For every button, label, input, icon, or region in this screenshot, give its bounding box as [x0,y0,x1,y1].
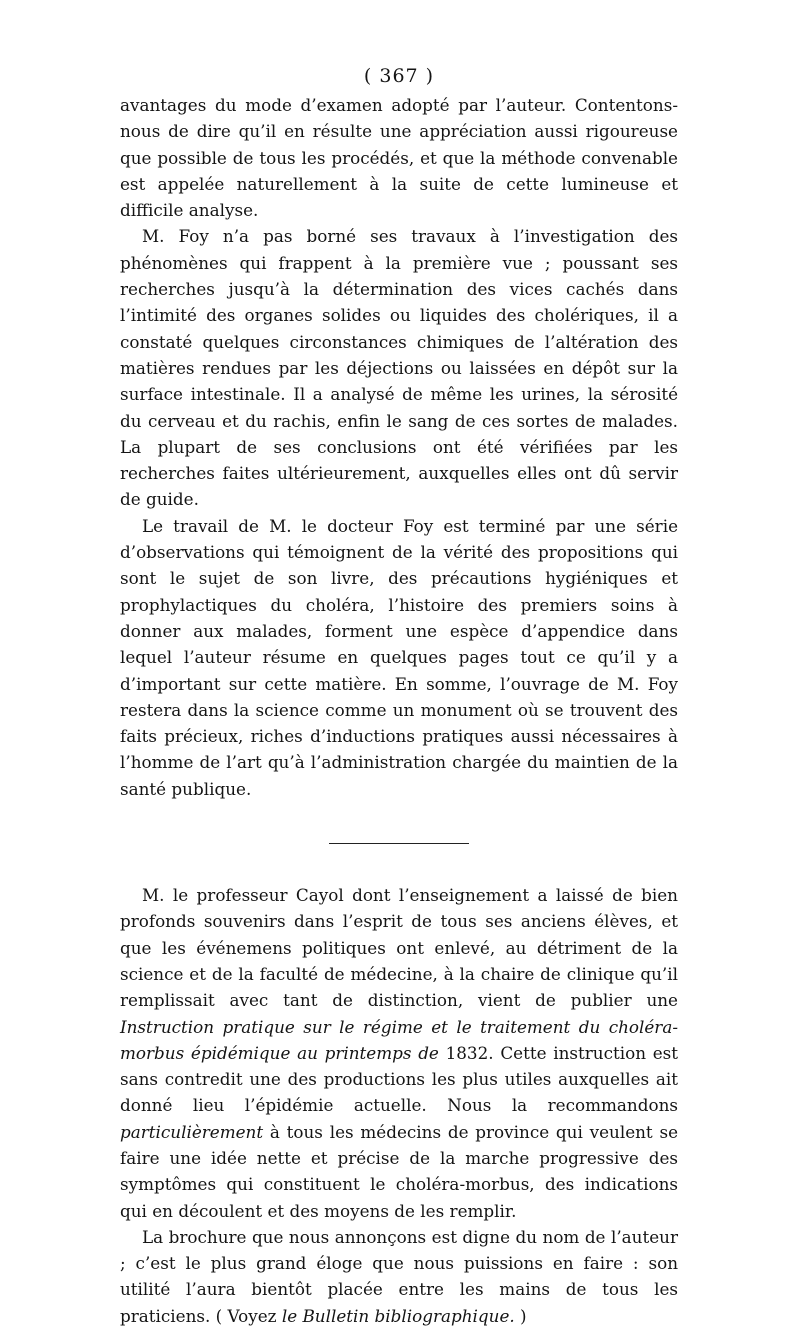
cayol-text-end: à tous les médecins de province qui veulent se faire une idée nette et précise de la marche progressive des symptômes qui constituent le choléra-morbus, des indications qui en découlent et des moyens de les remplir. [120,1121,678,1221]
cayol-text-intro: M. le professeur Cayol dont l’enseignement a laissé de bien profonds souvenirs dans l’esprit de tous ses anciens élèves, et que les événemens politiques ont enlevé, au détriment de la science et de la faculté de médecine, à la chaire de clinique qu’il remplissait avec tant de distinction, vient de publier une [120,885,678,1011]
paragraph-cayol [120,882,678,1224]
emphasis-particulierement: particulièrement [120,1121,264,1142]
article-foy [120,92,678,802]
paragraph-conclusion: Le travail de M. le docteur Foy est terminé par une série d’observations qui témoignent de la vérité des propositions qui sont le sujet de son livre, des précautions hygiéniques et prophylactiques du choléra, l’histoire des premiers soins à donner aux malades, forment une espèce d’appendice dans lequel l’auteur résume en quelques pages tout ce qu’il y a d’important sur cette matière. En somme, l’ouvrage de M. Foy restera dans la science comme un monument où se trouvent des faits précieux, riches d’inductions pratiques aussi nécessaires à l’homme de l’art qu’à l’administration chargée du maintien de la santé publique. [120,515,678,799]
paragraph-travaux: M. Foy n’a pas borné ses travaux à l’investigation des phénomènes qui frappent à la première vue ; poussant ses recherches jusqu’à la détermination des vices cachés dans l’intimité des organes solides ou liquides des cholériques, il a constaté quelques circonstances chimiques de l’altération des matières rendues par les déjections ou laissées en dépôt sur la surface intestinale. Il a analysé de même les urines, la sérosité du cerveau et du rachis, enfin le sang de ces sortes de malades. La plupart de ses conclusions ont été vérifiées par les recherches faites ultérieurement, auxquelles elles ont dû servir de guide. [120,226,678,510]
page-number: ( 367 ) [363,65,435,87]
paragraph-examen: avantages du mode d’examen adopté par l’auteur. Contentons-nous de dire qu’il en résulte une appréciation aussi rigoureuse que possible de tous les procédés, et que la méthode convenable est appelée naturellement à la suite de cette lumineuse et difficile analyse. [120,95,678,221]
cayol-text-middle: . Cette instruction est sans contredit une des productions les plus utiles auxquelles ait donné lieu l’épidémie actuelle. Nous la recommandons [120,1042,679,1116]
book-year: 1832 [438,1042,489,1063]
brochure-text: La brochure que nous annonçons est digne du nom de l’auteur ; c’est le plus grand éloge que nous puissions en faire : son utilité l’aura bientôt placée entre les mains de tous les praticiens. ( Voyez [120,1226,678,1326]
bulletin-reference: le Bulletin bibliographique. [281,1305,515,1326]
brochure-close: ) [514,1305,527,1326]
section-divider [329,843,469,844]
book-title: Instruction pratique sur le régime et le traitement du choléra-morbus épidémique au printemps de [120,1016,678,1063]
paragraph-brochure [120,1224,678,1329]
